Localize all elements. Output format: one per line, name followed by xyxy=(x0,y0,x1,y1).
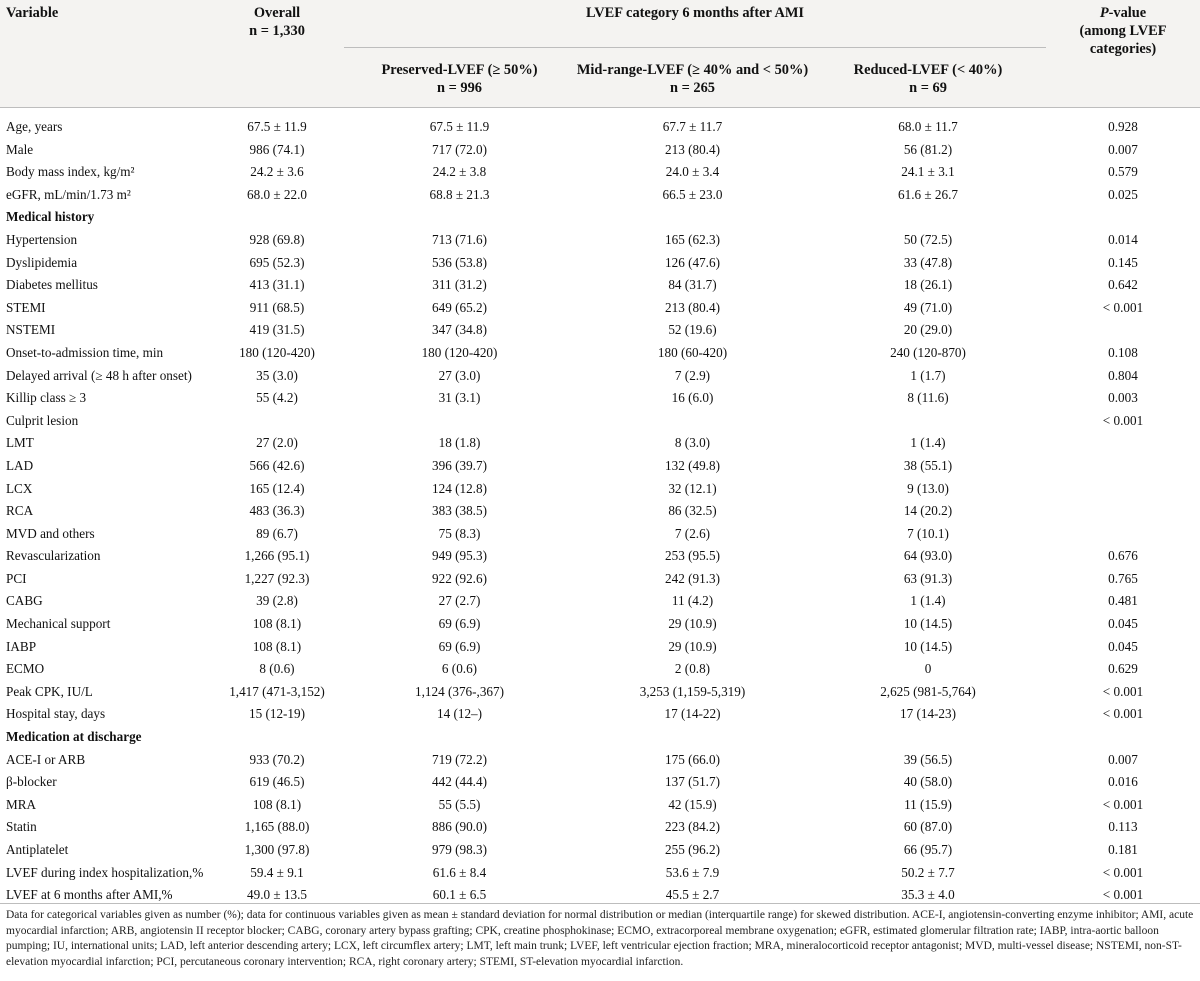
cell-preserved: 717 (72.0) xyxy=(432,141,487,157)
group-header-rule xyxy=(344,47,1046,48)
row-label: Statin xyxy=(6,819,37,835)
cell-midrange: 45.5 ± 2.7 xyxy=(665,887,720,903)
row-label: Delayed arrival (≥ 48 h after onset) xyxy=(6,367,192,383)
header-pvalue-italic: P xyxy=(1099,5,1109,21)
cell-preserved: 27 (2.7) xyxy=(438,593,481,609)
data-table xyxy=(0,116,1200,907)
row-label: Revascularization xyxy=(6,548,101,564)
cell-midrange: 53.6 ± 7.9 xyxy=(665,864,720,880)
cell-preserved: 396 (39.7) xyxy=(432,457,487,473)
cell-overall: 67.5 ± 11.9 xyxy=(247,119,307,134)
cell-preserved: 922 (92.6) xyxy=(432,570,487,586)
table-row xyxy=(0,658,1200,681)
table-row xyxy=(0,365,1200,388)
cell-overall: 1,300 (97.8) xyxy=(244,842,310,857)
cell-p: 0.007 xyxy=(1108,751,1138,767)
row-label: Hypertension xyxy=(6,231,78,247)
row-label: STEMI xyxy=(6,299,46,315)
cell-overall: 27 (2.0) xyxy=(256,435,298,451)
cell-preserved: 347 (34.8) xyxy=(432,322,487,338)
cell-p: 0.676 xyxy=(1108,548,1138,564)
cell-overall: 59.4 ± 9.1 xyxy=(250,864,304,880)
cell-midrange: 42 (15.9) xyxy=(668,796,717,812)
cell-midrange: 52 (19.6) xyxy=(668,322,717,338)
table-row xyxy=(0,387,1200,410)
cell-reduced: 68.0 ± 11.7 xyxy=(898,119,958,134)
row-label: Diabetes mellitus xyxy=(6,277,98,293)
cell-preserved: 60.1 ± 6.5 xyxy=(432,887,487,903)
cell-preserved: 1,124 (376-,367) xyxy=(414,683,504,699)
row-label: Mechanical support xyxy=(6,616,111,632)
cell-preserved: 24.2 ± 3.8 xyxy=(432,164,487,180)
table-row xyxy=(0,794,1200,817)
cell-preserved xyxy=(344,726,575,749)
row-label: Onset-to-admission time, min xyxy=(6,344,164,360)
table-row xyxy=(0,839,1200,862)
cell-reduced: 49 (71.0) xyxy=(903,299,953,315)
cell-overall: 933 (70.2) xyxy=(249,751,305,767)
row-label: LVEF during index hospitalization,% xyxy=(6,864,204,880)
cell-overall: 180 (120-420) xyxy=(239,344,315,360)
cell-midrange: 132 (49.8) xyxy=(665,457,720,473)
row-label: Culprit lesion xyxy=(6,412,79,428)
cell-reduced xyxy=(810,410,1046,433)
table-row xyxy=(0,297,1200,320)
cell-reduced: 35.3 ± 4.0 xyxy=(901,887,955,903)
cell-preserved: 14 (12–) xyxy=(436,706,483,722)
table-row xyxy=(0,862,1200,885)
cell-reduced: 8 (11.6) xyxy=(907,390,949,406)
cell-reduced: 50 (72.5) xyxy=(903,231,953,247)
cell-p: 0.016 xyxy=(1108,774,1138,790)
table-row xyxy=(0,478,1200,501)
table-row xyxy=(0,613,1200,636)
cell-p: 0.025 xyxy=(1108,186,1138,202)
table-footnote: Data for categorical variables given as number (%); data for continuous variables given as mean ± standard deviation for normal distribution or median (interquartile range) for skewed distribution. ACE-I, angiotensin-converting enzyme inhibitor; AMI, acute myocardial infarction; ARB, angiotensin II receptor blocker; CABG, coronary artery bypass grafting; CPK, creatine phosphokinase; ECMO, extracorporeal membrane oxygenation; eGFR, estimated glomerular filtration rate; IABP, intra-aortic balloon pumping; IU, international units; LAD, left anterior descending artery; LCX, left circumflex artery; LMT, left main trunk; LVEF, left ventricular ejection fraction; MRA, mineralocorticoid receptor antagonist; MVD, multi-vessel disease; NSTEMI, non-ST-elevation myocardial infarction; PCI, percutaneous coronary intervention; RCA, right coronary artery; STEMI, ST-elevation myocardial infarction. xyxy=(6,909,1194,969)
cell-reduced: 1 (1.7) xyxy=(910,367,946,383)
table-row xyxy=(0,500,1200,523)
cell-overall: 986 (74.1) xyxy=(249,141,305,157)
cell-reduced: 18 (26.1) xyxy=(903,277,953,293)
row-label: LMT xyxy=(6,435,34,451)
cell-midrange: 165 (62.3) xyxy=(665,231,720,247)
header-divider xyxy=(0,107,1200,108)
cell-p: 0.113 xyxy=(1108,819,1138,835)
cell-midrange: 175 (66.0) xyxy=(665,751,720,767)
row-label: Male xyxy=(6,141,34,157)
row-label: ACE-I or ARB xyxy=(6,751,86,767)
table-row xyxy=(0,816,1200,839)
cell-reduced: 64 (93.0) xyxy=(903,548,953,564)
cell-p xyxy=(1046,500,1200,523)
cell-overall: 15 (12-19) xyxy=(248,706,306,722)
table-row xyxy=(0,703,1200,726)
cell-midrange: 86 (32.5) xyxy=(668,503,717,519)
table-row xyxy=(0,432,1200,455)
cell-overall: 1,227 (92.3) xyxy=(244,570,310,586)
cell-overall: 49.0 ± 13.5 xyxy=(247,887,307,903)
cell-overall: 108 (8.1) xyxy=(252,616,302,632)
cell-overall: 68.0 ± 22.0 xyxy=(247,186,307,202)
cell-reduced: 33 (47.8) xyxy=(903,254,953,270)
cell-p: 0.804 xyxy=(1108,367,1138,383)
cell-preserved: 124 (12.8) xyxy=(432,480,487,496)
cell-overall xyxy=(210,410,344,433)
row-label: Killip class ≥ 3 xyxy=(6,390,87,406)
row-label: Age, years xyxy=(6,119,63,134)
cell-p: 0.629 xyxy=(1108,661,1138,677)
table-row xyxy=(0,636,1200,659)
cell-preserved: 27 (3.0) xyxy=(438,367,481,383)
table-row xyxy=(0,410,1200,433)
cell-preserved xyxy=(344,410,575,433)
cell-p: 0.045 xyxy=(1108,616,1138,632)
cell-preserved: 69 (6.9) xyxy=(438,638,481,654)
cell-p: 0.007 xyxy=(1108,141,1138,157)
cell-midrange: 223 (84.2) xyxy=(665,819,720,835)
cell-overall: 566 (42.6) xyxy=(249,457,305,473)
cell-preserved: 949 (95.3) xyxy=(432,548,487,564)
cell-p: < 0.001 xyxy=(1102,864,1144,880)
cell-p: < 0.001 xyxy=(1102,887,1144,903)
cell-midrange: 7 (2.9) xyxy=(674,367,711,383)
cell-midrange: 17 (14-22) xyxy=(664,706,721,722)
cell-reduced: 11 (15.9) xyxy=(904,796,952,812)
table-row xyxy=(0,229,1200,252)
cell-reduced: 66 (95.7) xyxy=(903,842,953,857)
cell-preserved: 311 (31.2) xyxy=(432,277,487,293)
cell-preserved: 31 (3.1) xyxy=(438,390,481,406)
table-row xyxy=(0,274,1200,297)
cell-midrange: 84 (31.7) xyxy=(668,277,717,293)
table-row xyxy=(0,184,1200,207)
header-midrange xyxy=(575,61,810,97)
header-reduced-label: Reduced-LVEF (< 40%) xyxy=(853,62,1003,78)
cell-midrange: 8 (3.0) xyxy=(674,435,711,451)
cell-midrange: 180 (60-420) xyxy=(657,344,728,360)
cell-midrange: 32 (12.1) xyxy=(668,480,717,496)
row-label: eGFR, mL/min/1.73 m² xyxy=(6,186,131,202)
cell-preserved: 180 (120-420) xyxy=(421,344,498,360)
cell-p xyxy=(1046,478,1200,501)
cell-reduced: 1 (1.4) xyxy=(910,593,946,609)
table-row xyxy=(0,116,1200,139)
table-row xyxy=(0,342,1200,365)
cell-midrange: 213 (80.4) xyxy=(665,141,720,157)
cell-overall: 35 (3.0) xyxy=(256,367,298,383)
header-pvalue-sub: (among LVEF categories) xyxy=(1079,23,1167,57)
cell-reduced: 60 (87.0) xyxy=(903,819,953,835)
header-reduced xyxy=(810,61,1046,97)
cell-p: 0.579 xyxy=(1108,164,1138,180)
cell-midrange: 213 (80.4) xyxy=(665,299,720,315)
cell-reduced xyxy=(810,726,1046,749)
cell-overall: 108 (8.1) xyxy=(252,638,302,654)
table-row xyxy=(0,319,1200,342)
cell-reduced: 20 (29.0) xyxy=(903,322,953,338)
cell-reduced: 9 (13.0) xyxy=(907,480,949,496)
cell-midrange: 67.7 ± 11.7 xyxy=(662,119,723,134)
cell-reduced: 1 (1.4) xyxy=(910,435,946,451)
cell-overall: 165 (12.4) xyxy=(249,480,305,496)
cell-reduced: 39 (56.5) xyxy=(903,751,953,767)
cell-reduced: 0 xyxy=(924,661,932,677)
cell-midrange: 7 (2.6) xyxy=(674,525,711,541)
cell-reduced: 14 (20.2) xyxy=(903,503,953,519)
table-row xyxy=(0,681,1200,704)
cell-midrange: 11 (4.2) xyxy=(671,593,714,609)
row-label: β-blocker xyxy=(6,774,57,790)
cell-preserved: 886 (90.0) xyxy=(432,819,487,835)
cell-overall: 911 (68.5) xyxy=(249,299,305,315)
cell-midrange: 29 (10.9) xyxy=(668,616,717,632)
header-pvalue-label xyxy=(1046,4,1200,22)
cell-preserved: 68.8 ± 21.3 xyxy=(429,186,490,202)
cell-overall: 1,165 (88.0) xyxy=(244,819,310,835)
cell-overall: 928 (69.8) xyxy=(249,231,305,247)
header-midrange-n: n = 265 xyxy=(670,80,715,96)
row-label: MRA xyxy=(6,796,37,812)
cell-midrange xyxy=(575,726,810,749)
cell-reduced: 38 (55.1) xyxy=(903,457,953,473)
cell-p xyxy=(1046,523,1200,546)
row-label: Antiplatelet xyxy=(6,842,69,857)
cell-preserved: 6 (0.6) xyxy=(441,661,478,677)
cell-preserved: 75 (8.3) xyxy=(438,525,481,541)
section-label: Medical history xyxy=(6,209,95,225)
cell-reduced: 63 (91.3) xyxy=(903,570,953,586)
row-label: RCA xyxy=(6,503,34,519)
table-row xyxy=(0,161,1200,184)
row-label: LCX xyxy=(6,480,33,496)
row-label: CABG xyxy=(6,593,43,609)
cell-p: 0.765 xyxy=(1108,570,1138,586)
cell-reduced: 17 (14-23) xyxy=(899,706,957,722)
row-label: Peak CPK, IU/L xyxy=(6,683,93,699)
cell-midrange: 137 (51.7) xyxy=(665,774,720,790)
cell-reduced xyxy=(810,206,1046,229)
cell-reduced: 10 (14.5) xyxy=(903,638,953,654)
cell-overall: 1,417 (471-3,152) xyxy=(229,683,325,699)
section-label: Medication at discharge xyxy=(6,729,142,745)
row-label: Dyslipidemia xyxy=(6,254,78,270)
cell-preserved: 713 (71.6) xyxy=(432,231,487,247)
cell-p xyxy=(1046,455,1200,478)
table-row xyxy=(0,523,1200,546)
header-pvalue xyxy=(1046,4,1200,58)
cell-preserved: 649 (65.2) xyxy=(432,299,487,315)
cell-preserved xyxy=(344,206,575,229)
row-label: NSTEMI xyxy=(6,322,56,338)
cell-preserved: 55 (5.5) xyxy=(438,796,481,812)
footnote-divider xyxy=(0,903,1200,904)
section-row xyxy=(0,206,1200,229)
table-row xyxy=(0,545,1200,568)
header-overall xyxy=(210,4,344,40)
header-variable: Variable xyxy=(6,5,59,21)
cell-overall: 483 (36.3) xyxy=(249,503,305,519)
cell-overall: 39 (2.8) xyxy=(256,593,298,609)
section-row xyxy=(0,726,1200,749)
row-label: MVD and others xyxy=(6,525,95,541)
cell-preserved: 719 (72.2) xyxy=(432,751,487,767)
cell-overall: 695 (52.3) xyxy=(249,254,305,270)
row-label: ECMO xyxy=(6,661,45,677)
cell-midrange: 2 (0.8) xyxy=(674,661,711,677)
header-preserved xyxy=(344,61,575,97)
header-midrange-label: Mid-range-LVEF (≥ 40% and < 50%) xyxy=(576,62,809,78)
cell-reduced: 24.1 ± 3.1 xyxy=(901,164,955,180)
cell-p: < 0.001 xyxy=(1102,299,1144,315)
cell-overall: 8 (0.6) xyxy=(259,661,295,677)
cell-overall: 108 (8.1) xyxy=(252,796,302,812)
cell-reduced: 7 (10.1) xyxy=(907,525,949,541)
cell-p: < 0.001 xyxy=(1102,683,1144,699)
cell-reduced: 2,625 (981-5,764) xyxy=(880,683,976,699)
cell-reduced: 56 (81.2) xyxy=(903,141,953,157)
cell-midrange: 66.5 ± 23.0 xyxy=(662,186,723,202)
cell-overall: 1,266 (95.1) xyxy=(244,548,310,564)
cell-p: < 0.001 xyxy=(1102,796,1144,812)
cell-preserved: 61.6 ± 8.4 xyxy=(432,864,487,880)
header-preserved-label: Preserved-LVEF (≥ 50%) xyxy=(381,62,538,78)
row-label: Body mass index, kg/m² xyxy=(6,164,135,180)
cell-midrange: 255 (96.2) xyxy=(665,842,720,857)
cell-midrange: 16 (6.0) xyxy=(671,390,714,406)
cell-midrange xyxy=(575,206,810,229)
row-label: Hospital stay, days xyxy=(6,706,106,722)
cell-preserved: 536 (53.8) xyxy=(432,254,487,270)
cell-p xyxy=(1046,432,1200,455)
header-pvalue-rest: -value xyxy=(1108,5,1147,21)
cell-p: 0.014 xyxy=(1108,231,1138,247)
cell-overall xyxy=(210,726,344,749)
cell-reduced: 10 (14.5) xyxy=(903,616,953,632)
row-label: PCI xyxy=(6,570,27,586)
header-overall-label: Overall xyxy=(253,5,301,21)
cell-preserved: 383 (38.5) xyxy=(432,503,487,519)
header-preserved-n: n = 996 xyxy=(437,80,482,96)
cell-preserved: 18 (1.8) xyxy=(438,435,481,451)
cell-p: 0.045 xyxy=(1108,638,1138,654)
table-row xyxy=(0,139,1200,162)
cell-overall: 413 (31.1) xyxy=(249,277,305,293)
cell-overall: 419 (31.5) xyxy=(249,322,305,338)
cell-p: 0.003 xyxy=(1108,390,1138,406)
cell-midrange: 253 (95.5) xyxy=(665,548,720,564)
cell-p: 0.928 xyxy=(1108,119,1138,134)
cell-p: 0.145 xyxy=(1108,254,1138,270)
cell-reduced: 240 (120-870) xyxy=(890,344,966,360)
cell-reduced: 40 (58.0) xyxy=(903,774,953,790)
cell-p: 0.481 xyxy=(1108,593,1138,609)
cell-overall: 89 (6.7) xyxy=(256,525,298,541)
table-body xyxy=(0,116,1200,907)
table-row xyxy=(0,590,1200,613)
cell-p xyxy=(1046,319,1200,342)
header-overall-n: n = 1,330 xyxy=(249,23,305,39)
cell-reduced: 50.2 ± 7.7 xyxy=(901,864,955,880)
cell-preserved: 442 (44.4) xyxy=(432,774,487,790)
cell-p xyxy=(1046,726,1200,749)
table-row xyxy=(0,568,1200,591)
cell-preserved: 69 (6.9) xyxy=(438,616,481,632)
cell-midrange: 242 (91.3) xyxy=(665,570,720,586)
cell-p: < 0.001 xyxy=(1102,412,1144,428)
cell-p: 0.108 xyxy=(1108,344,1138,360)
cell-midrange: 29 (10.9) xyxy=(668,638,717,654)
row-label: LAD xyxy=(6,457,34,473)
cell-overall: 55 (4.2) xyxy=(256,390,298,406)
table-row xyxy=(0,252,1200,275)
cell-midrange: 126 (47.6) xyxy=(665,254,720,270)
cell-overall: 24.2 ± 3.6 xyxy=(250,164,304,180)
row-label: LVEF at 6 months after AMI,% xyxy=(6,887,173,903)
cell-preserved: 67.5 ± 11.9 xyxy=(429,119,490,134)
cell-p: < 0.001 xyxy=(1102,706,1144,722)
cell-midrange: 24.0 ± 3.4 xyxy=(665,164,720,180)
cell-midrange: 3,253 (1,159-5,319) xyxy=(639,683,746,699)
cell-preserved: 979 (98.3) xyxy=(432,842,487,857)
cell-p xyxy=(1046,206,1200,229)
cell-p: 0.642 xyxy=(1108,277,1138,293)
header-reduced-n: n = 69 xyxy=(909,80,947,96)
table-row xyxy=(0,771,1200,794)
cell-p: 0.181 xyxy=(1108,842,1138,857)
cell-overall xyxy=(210,206,344,229)
cell-overall: 619 (46.5) xyxy=(249,774,305,790)
header-lvef-group: LVEF category 6 months after AMI xyxy=(585,5,805,21)
row-label: IABP xyxy=(6,638,37,654)
cell-midrange xyxy=(575,410,810,433)
table-row xyxy=(0,749,1200,772)
table-row xyxy=(0,455,1200,478)
cell-reduced: 61.6 ± 26.7 xyxy=(898,186,958,202)
